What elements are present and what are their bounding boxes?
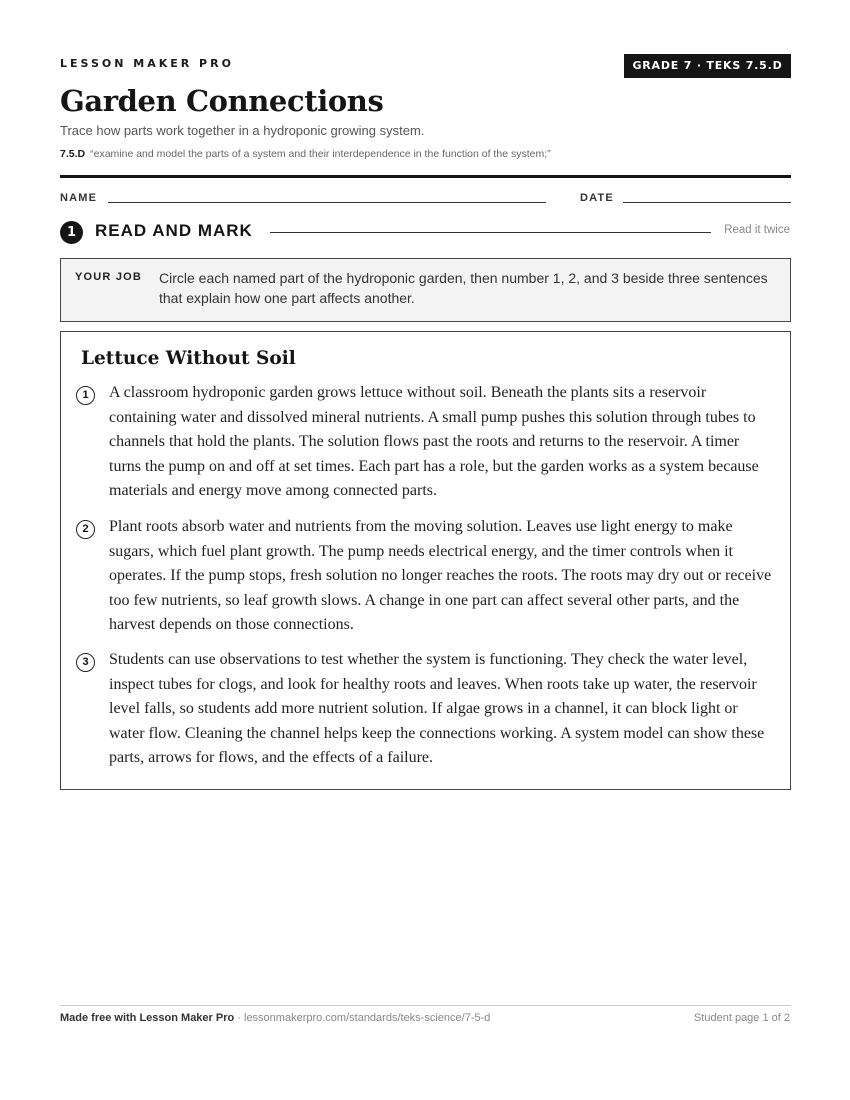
date-label: DATE xyxy=(580,192,614,204)
standard-text: “examine and model the parts of a system and their interdependence in the function of the system;” xyxy=(90,148,551,160)
paragraph-number: 2 xyxy=(76,520,95,539)
page-title: Garden Connections xyxy=(60,84,384,118)
brand-name: LESSON MAKER PRO xyxy=(60,57,234,70)
section-number: 1 xyxy=(60,221,83,244)
paragraph-number: 3 xyxy=(76,653,95,672)
passage-title: Lettuce Without Soil xyxy=(81,348,296,369)
standard-statement xyxy=(60,148,551,160)
footer-credit xyxy=(60,1012,490,1024)
paragraph-text: A classroom hydroponic garden grows lettuce without soil. Beneath the plants sits a reservoir containing water and dissolved mineral nutrients. A small pump pushes this solution through tubes to channels that hold the plants. The solution flows past the roots and returns to the reservoir. A timer turns the pump on and off at set times. Each part has a role, but the garden works as a system because materials and energy move among connected parts. xyxy=(109,384,759,500)
header-divider xyxy=(60,175,791,178)
footer-divider xyxy=(60,1005,791,1006)
paragraph-text: Students can use observations to test whether the system is functioning. They check the water level, inspect tubes for clogs, and look for healthy roots and leaves. When roots take up water, the reservoir level falls, so students add more nutrient solution. If algae grows in a channel, it can block light or water flow. Cleaning the channel helps keep the connections working. A system model can show these parts, arrows for flows, and the effects of a failure. xyxy=(109,651,765,767)
paragraph-number: 1 xyxy=(76,386,95,405)
page-indicator: Student page 1 of 2 xyxy=(693,1012,790,1024)
standard-code: 7.5.D xyxy=(60,148,86,160)
footer-made-by: Made free with Lesson Maker Pro xyxy=(60,1012,235,1024)
section-note: Read it twice xyxy=(724,224,790,236)
section-title: READ AND MARK xyxy=(95,221,253,240)
job-instructions: Circle each named part of the hydroponic garden, then number 1, 2, and 3 beside three sentences that explain how one part affects another. xyxy=(159,270,768,306)
date-field[interactable] xyxy=(623,202,791,203)
paragraph-text: Plant roots absorb water and nutrients from the moving solution. Leaves use light energy to make sugars, which fuel plant growth. The pump needs electrical energy, and the timer controls when it operates. If the pump stops, fresh solution no longer reaches the roots. The roots may dry out or receive too few nutrients, so leaf growth slows. A change in one part can affect several other parts, and the harvest depends on those connections. xyxy=(109,518,772,634)
page-subtitle: Trace how parts work together in a hydroponic growing system. xyxy=(60,123,425,138)
reading-passage xyxy=(60,331,791,790)
section-divider xyxy=(270,232,711,233)
name-label: NAME xyxy=(60,192,98,204)
footer-url[interactable]: · lessonmakerpro.com/standards/teks-science/7-5-d xyxy=(234,1012,491,1024)
grade-badge: GRADE 7 · TEKS 7.5.D xyxy=(624,54,791,78)
job-label: YOUR JOB xyxy=(75,271,143,283)
name-field[interactable] xyxy=(108,202,546,203)
job-box xyxy=(60,258,791,322)
